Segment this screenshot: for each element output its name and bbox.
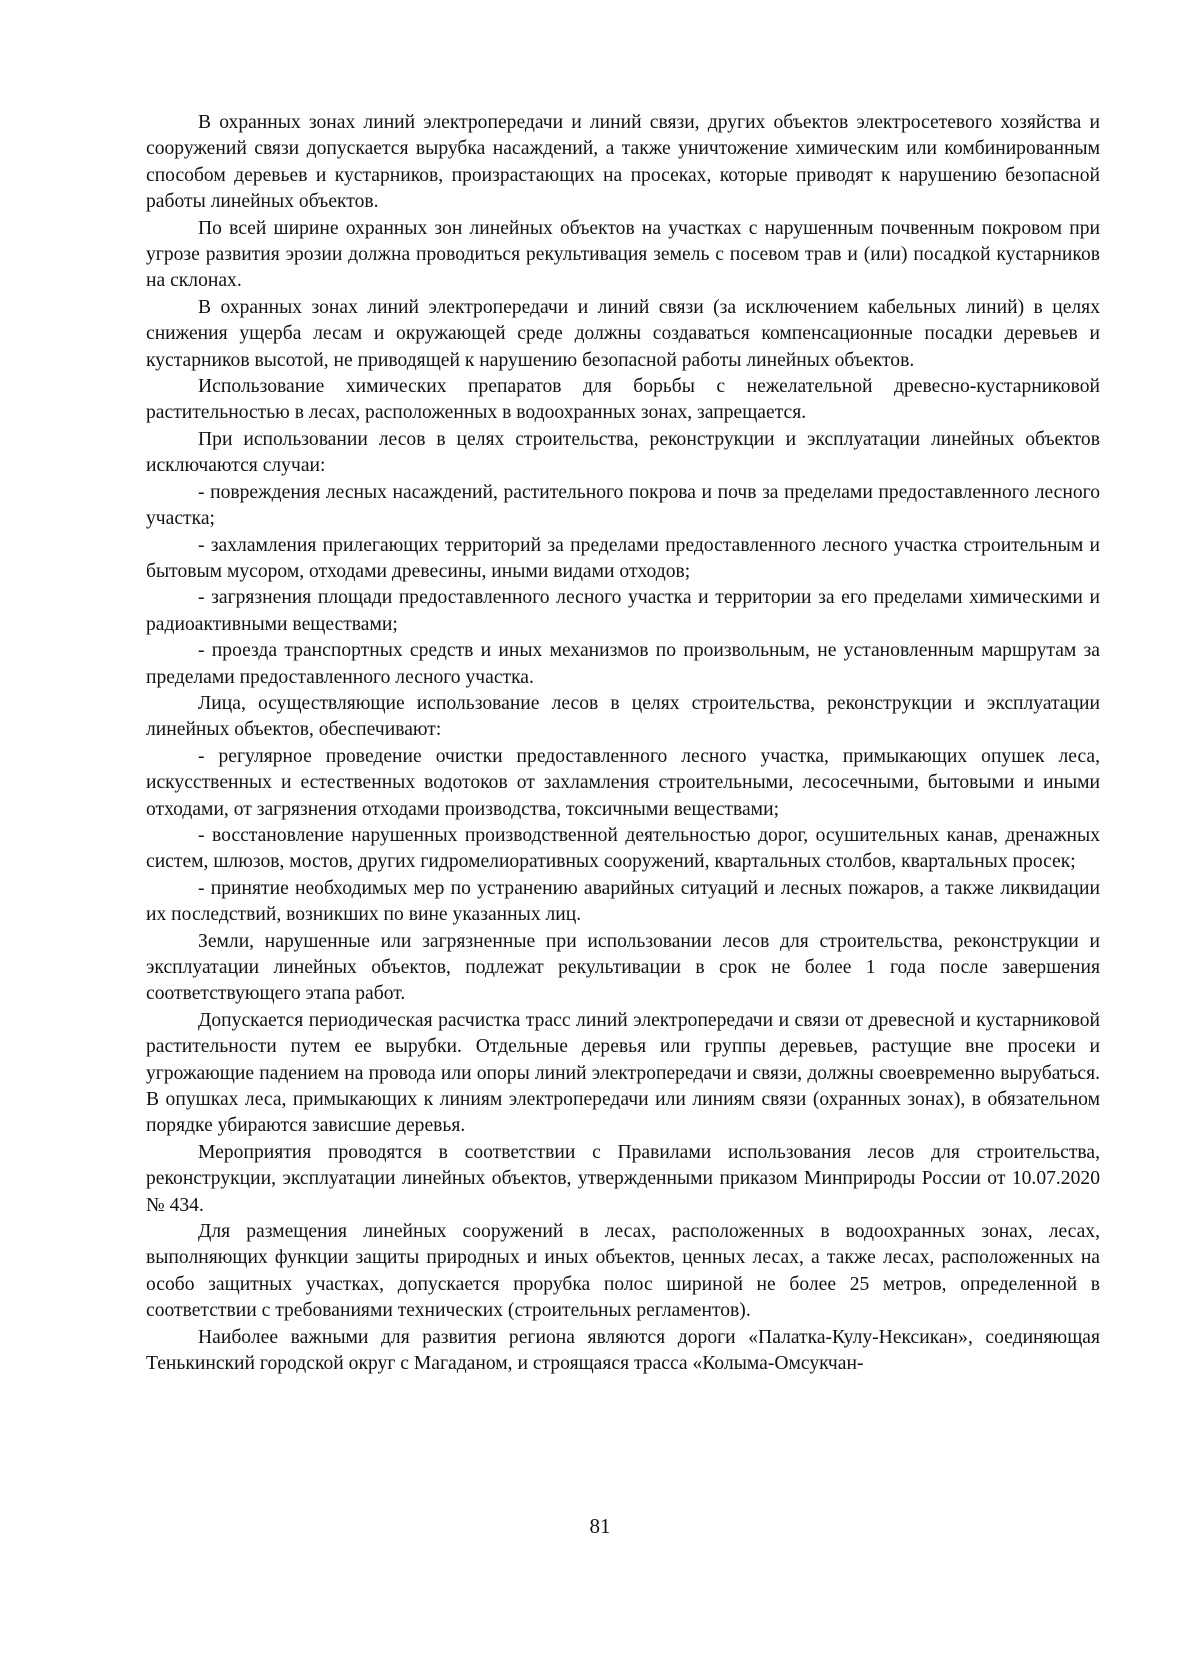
list-item: - проезда транспортных средств и иных механизмов по произвольным, не установленным маршрутам за пределами предоставленного лесного участка. xyxy=(146,640,1100,688)
paragraph: Земли, нарушенные или загрязненные при использовании лесов для строительства, реконструкции и эксплуатации линейных объектов, подлежат рекультивации в срок не более 1 года после завершения соответствующего этапа работ. xyxy=(146,930,1100,1005)
paragraph: Мероприятия проводятся в соответствии с Правилами использования лесов для строительства, реконструкции, эксплуатации линейных объектов, утвержденными приказом Минприроды России от 10.07.2020 № 434. xyxy=(146,1141,1100,1216)
paragraph: При использовании лесов в целях строительства, реконструкции и эксплуатации линейных объектов исключаются случаи: xyxy=(146,428,1100,477)
paragraph: В охранных зонах линий электропередачи и линий связи, других объектов электросетевого хозяйства и сооружений связи допускается вырубка насаждений, а также уничтожение химическим или комбинированным способом деревьев и кустарников, произрастающих на просеках, которые приводят к нарушению безопасной работы линейных объектов. xyxy=(146,112,1100,213)
list-item: - принятие необходимых мер по устранению аварийных ситуаций и лесных пожаров, а также ликвидации их последствий, возникших по вине указанных лиц. xyxy=(146,877,1100,926)
paragraph: В охранных зонах линий электропередачи и линий связи (за исключением кабельных линий) в целях снижения ущерба лесам и окружающей среде должны создаваться компенсационные посадки деревьев и кустарников высотой, не приводящей к нарушению безопасной работы линейных объектов. xyxy=(146,296,1100,371)
paragraph: Для размещения линейных сооружений в лесах, расположенных в водоохранных зонах, лесах, выполняющих функции защиты природных и иных объектов, ценных лесах, а также лесах, расположенных на особо защитных участках, допускается прорубка полос шириной не более 25 метров, определенной в соответствии с требованиями технических (строительных регламентов). xyxy=(146,1221,1100,1322)
paragraph: По всей ширине охранных зон линейных объектов на участках с нарушенным почвенным покровом при угрозе развития эрозии должна проводиться рекультивация земель с посевом трав и (или) посадкой кустарников на склонах. xyxy=(146,217,1100,292)
list-item: - регулярное проведение очистки предоставленного лесного участка, примыкающих опушек леса, искусственных и естественных водотоков от захламления строительными, лесосечными, бытовыми и иными отходами, от загрязнения отходами производства, токсичными веществами; xyxy=(146,745,1100,820)
list-item: - восстановление нарушенных производственной деятельностью дорог, осушительных канав, дренажных систем, шлюзов, мостов, других гидромелиоративных сооружений, квартальных столбов, квартальных просек; xyxy=(146,824,1100,873)
list-item: - повреждения лесных насаждений, растительного покрова и почв за пределами предоставленного лесного участка; xyxy=(146,481,1100,530)
list-item: - захламления прилегающих территорий за пределами предоставленного лесного участка строительным и бытовым мусором, отходами древесины, иными видами отходов; xyxy=(146,534,1100,582)
paragraph: Использование химических препаратов для борьбы с нежелательной древесно-кустарниковой растительностью в лесах, расположенных в водоохранных зонах, запрещается. xyxy=(146,376,1100,424)
page-number: 81 xyxy=(589,1514,611,1538)
paragraph: Допускается периодическая расчистка трасс линий электропередачи и связи от древесной и кустарниковой растительности путем ее вырубки. Отдельные деревья или группы деревьев, растущие вне просеки и угрожающие падением на провода или опоры линий электропередачи и связи, должны своевременно вырубаться. В опушках леса, примыкающих к линиям электропередачи или линиям связи (охранных зонах), в обязательном порядке убираются зависшие деревья. xyxy=(146,1009,1100,1137)
paragraph: Наиболее важными для развития региона являются дороги «Палатка-Кулу-Нексикан», соединяющая Тенькинский городской округ с Магаданом, и строящаяся трасса «Колыма-Омсукчан- xyxy=(146,1326,1100,1375)
list-item: - загрязнения площади предоставленного лесного участка и территории за его пределами химическими и радиоактивными веществами; xyxy=(146,587,1100,635)
paragraph: Лица, осуществляющие использование лесов в целях строительства, реконструкции и эксплуатации линейных объектов, обеспечивают: xyxy=(146,692,1100,741)
body-text xyxy=(146,110,1100,1378)
